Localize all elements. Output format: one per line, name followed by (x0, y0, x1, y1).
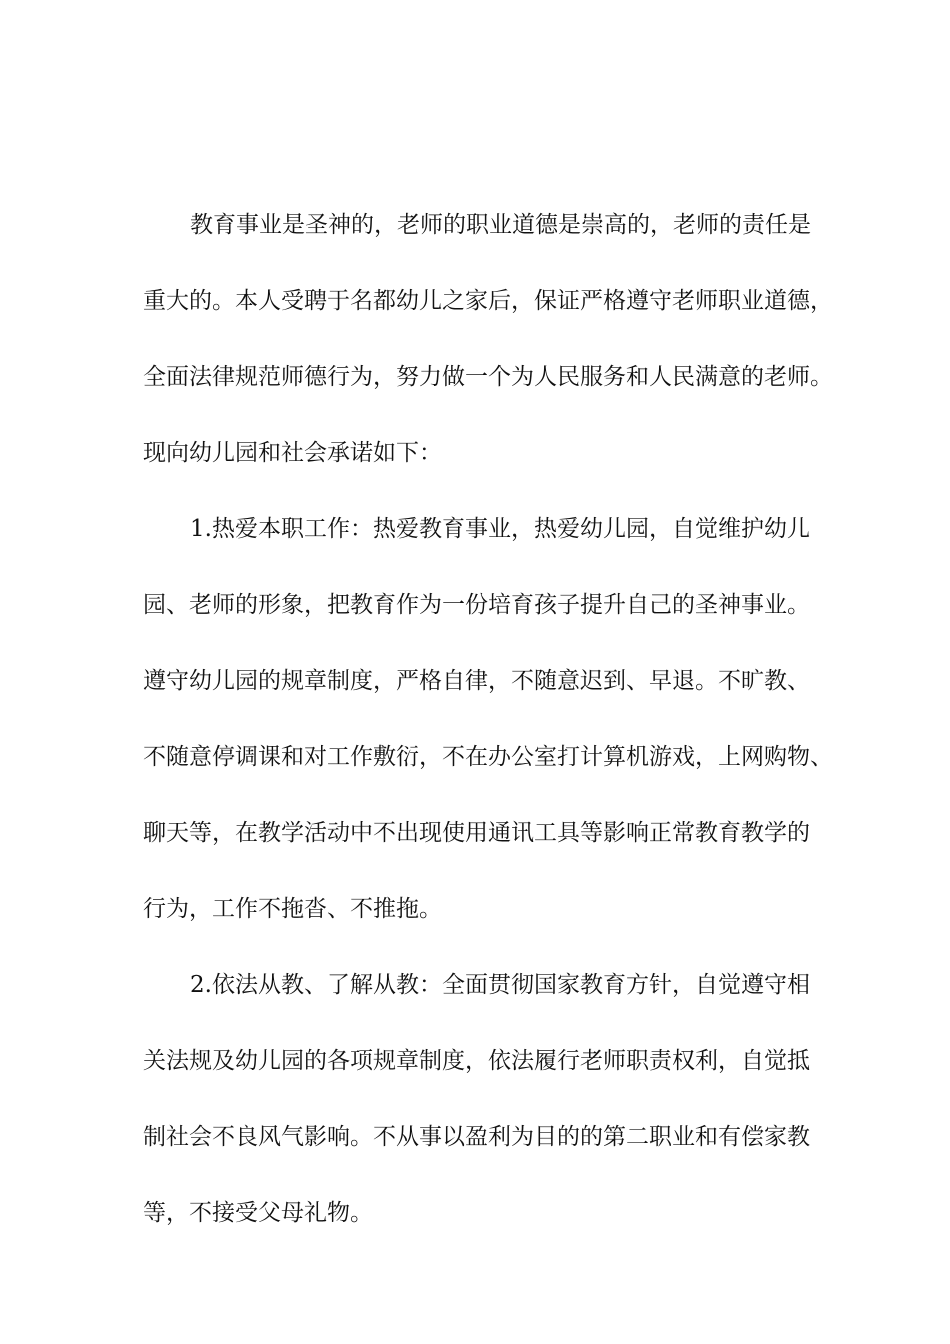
text-line: 遵守幼儿园的规章制度，严格自律，不随意迟到、早退。不旷教、 (143, 668, 810, 694)
text-line: 重大的。本人受聘于名都幼儿之家后，保证严格遵守老师职业道德， (143, 288, 833, 314)
text-line: 不随意停调课和对工作敷衍，不在办公室打计算机游戏，上网购物、 (143, 744, 833, 770)
text-line: 行为，工作不拖沓、不推拖。 (143, 896, 442, 922)
text-line: 1.热爱本职工作：热爱教育事业，热爱幼儿园，自觉维护幼儿 (190, 516, 810, 542)
text-line: 关法规及幼儿园的各项规章制度，依法履行老师职责权利，自觉抵 (143, 1048, 810, 1074)
document-body (143, 200, 833, 1264)
text-line: 等，不接受父母礼物。 (143, 1200, 373, 1226)
text-line: 现向幼儿园和社会承诺如下： (143, 440, 442, 466)
text-line: 全面法律规范师德行为，努力做一个为人民服务和人民满意的老师。 (143, 364, 833, 390)
text-line: 聊天等，在教学活动中不出现使用通讯工具等影响正常教育教学的 (143, 820, 810, 846)
paragraph-item-1 (143, 504, 833, 960)
paragraph-intro (143, 200, 833, 504)
text-line: 教育事业是圣神的，老师的职业道德是崇高的，老师的责任是 (190, 212, 811, 238)
text-line: 2.依法从教、了解从教：全面贯彻国家教育方针，自觉遵守相 (190, 972, 810, 998)
text-line: 制社会不良风气影响。不从事以盈利为目的的第二职业和有偿家教 (143, 1124, 810, 1150)
text-line: 园、老师的形象，把教育作为一份培育孩子提升自己的圣神事业。 (143, 592, 810, 618)
paragraph-item-2 (143, 960, 808, 1264)
